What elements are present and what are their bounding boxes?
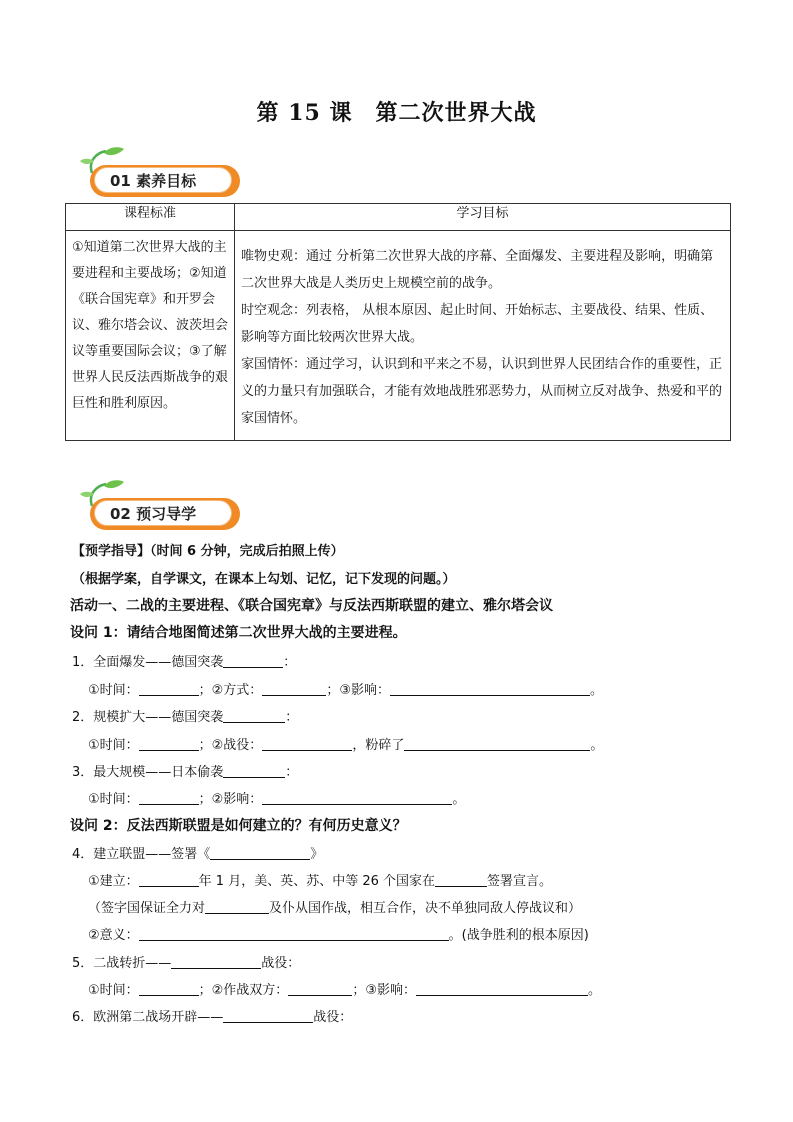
answer-blank[interactable] [262,737,352,751]
answer-blank[interactable] [262,791,452,805]
goals-table [65,203,731,441]
q1-line: 1．全面爆发——德国突袭 ： [72,655,297,670]
goal-item: 时空观念：列表格， 从根本原因、起止时间、开始标志、主要战役、结果、性质、影响等方面比较两次世界大战。 [241,303,714,345]
q4-significance: ②意义： 。(战争胜利的根本原因) [88,928,589,943]
guide-note: （根据学案，自学课文，在课本上勾划、记忆，记下发现的问题。） [72,572,456,587]
answer-blank[interactable] [210,846,310,860]
section-badge-preview [68,478,248,540]
answer-blank[interactable] [435,873,487,887]
question-heading-2: 设问 2：反法西斯联盟是如何建立的？有何历史意义？ [70,818,407,834]
answer-blank[interactable] [171,955,261,969]
q5-line: 5．二战转折—— 战役： [72,956,301,971]
answer-blank[interactable] [139,873,199,887]
q3-line: 3．最大规模——日本偷袭 ： [72,765,299,780]
header-learning-goals: 学习目标 [235,204,731,231]
answer-blank[interactable] [262,682,326,696]
answer-blank[interactable] [288,982,352,996]
answer-blank[interactable] [223,654,283,668]
question-heading-1: 设问 1：请结合地图简述第二次世界大战的主要进程。 [70,625,407,641]
goal-item: 家国情怀：通过学习，认识到和平来之不易，认识到世界人民团结合作的重要性，正义的力量只有加强联合，才能有效地战胜邪恶势力，从而树立反对战争、热爱和平的家国情怀。 [241,357,723,426]
q2-line: 2．规模扩大——德国突袭 ： [72,710,299,725]
q4-line: 4．建立联盟——签署《 》 [72,847,324,862]
answer-blank[interactable] [404,737,590,751]
activity-heading: 活动一、二战的主要进程、《联合国宪章》与反法西斯联盟的建立、雅尔塔会议 [70,598,553,614]
answer-blank[interactable] [139,737,199,751]
q4-note: （签字国保证全力对 及仆从国作战，相互合作，决不单独同敌人停战议和） [88,901,582,916]
section-label-goals: 01 素养目标 [110,172,197,190]
answer-blank[interactable] [205,900,269,914]
answer-blank[interactable] [223,764,285,778]
q3-detail: ①时间： ；②影响： 。 [88,792,466,807]
q1-detail: ①时间： ；②方式： ；③影响： 。 [88,683,603,698]
q5-detail: ①时间： ；②作战双方： ；③影响： 。 [88,983,601,998]
page-title: 第 15 课 第二次世界大战 [256,100,537,126]
curriculum-standard-text: ①知道第二次世界大战的主要进程和主要战场；②知道《联合国宪章》和开罗会议、雅尔塔会议、波茨坦会议等重要国际会议；③了解世界人民反法西斯战争的艰巨性和胜利原因。 [72,240,229,411]
answer-blank[interactable] [416,982,588,996]
q6-line: 6．欧洲第二战场开辟—— 战役： [72,1010,353,1025]
answer-blank[interactable] [223,1009,313,1023]
answer-blank[interactable] [390,682,590,696]
guide-instruction: 【预学指导】（时间 6 分钟，完成后拍照上传） [72,544,344,559]
q2-detail: ①时间： ；②战役： ，粉碎了 。 [88,738,604,753]
q4-detail: ①建立： 年 1 月，美、英、苏、中等 26 个国家在 签署宣言。 [88,874,553,889]
section-label-preview: 02 预习导学 [110,505,197,523]
answer-blank[interactable] [139,791,199,805]
answer-blank[interactable] [139,682,199,696]
answer-blank[interactable] [139,982,199,996]
goal-item: 唯物史观：通过 分析第二次世界大战的序幕、全面爆发、主要进程及影响，明确第二次世界大战是人类历史上规模空前的战争。 [241,249,714,291]
answer-blank[interactable] [223,709,285,723]
section-badge-goals [68,145,248,207]
header-curriculum-standard: 课程标准 [66,204,235,231]
answer-blank[interactable] [139,927,449,941]
